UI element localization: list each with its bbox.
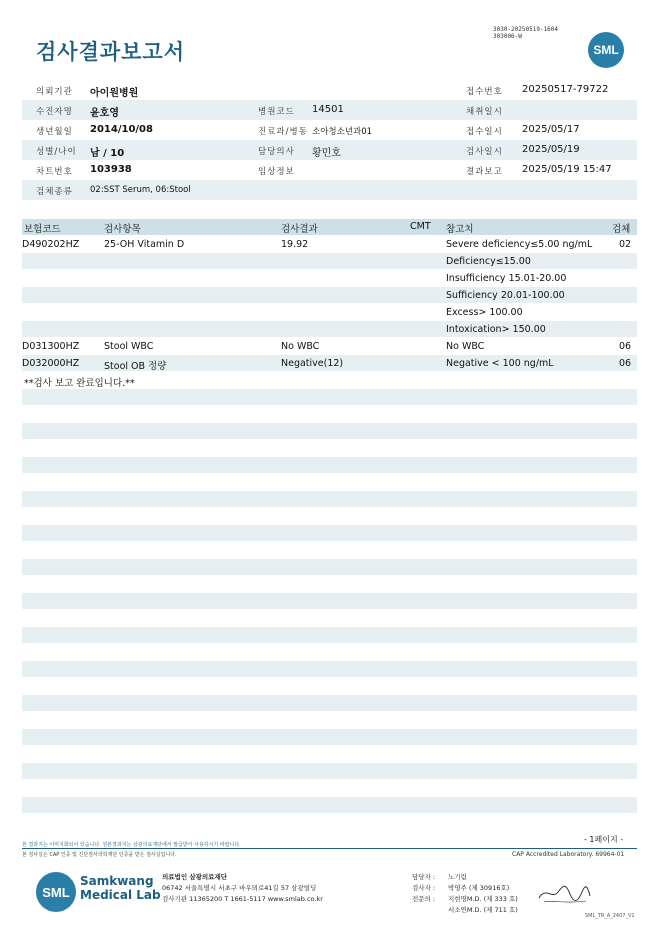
document-code-2: 303006-W [493,33,522,40]
cell-reference: No WBC [446,341,485,352]
label-department: 진료과/병동 [258,127,308,137]
form-code: SML_TR_A_2407_V1 [585,913,635,919]
cell-specimen: 06 [619,341,632,352]
patient-row [22,120,637,140]
label-specimen-type: 검체종류 [36,187,73,197]
brand-name-line2: Medical Lab [80,888,161,902]
header-cmt: CMT [410,221,431,232]
patient-row [22,100,637,120]
label-collection-date: 채취일시 [466,107,503,117]
table-row-band [22,661,637,677]
value-name: 윤호영 [90,108,119,119]
table-row-band [22,559,637,575]
cell-specimen: 02 [619,239,632,250]
value-department: 소아청소년과01 [312,127,373,137]
cell-result: 19.92 [281,239,309,250]
organization-contact: 검사기관 11365200 T 1661-5117 www.smlab.co.kr [162,895,323,903]
label-sex-age: 성별/나이 [36,147,77,157]
staff-name: 지현명M.D. (제 333 호) [448,895,518,903]
document-code [493,26,558,40]
staff-role: 검사자 : [412,884,436,892]
organization-name: 의료법인 삼광의료재단 [162,873,228,881]
staff-row [412,883,518,894]
value-report-date: 2025/05/19 15:47 [522,164,612,175]
label-test-date: 검사일시 [466,147,503,157]
staff-row [412,872,518,883]
staff-row [412,894,518,905]
value-receipt-date: 2025/05/17 [522,124,580,135]
header-insurance-code: 보험코드 [24,224,61,235]
cell-result: Negative(12) [281,358,344,369]
value-specimen-type: 02:SST Serum, 06:Stool [90,185,191,195]
cell-specimen: 06 [619,358,632,369]
staff-name: 노기림 [448,873,467,881]
cell-item: Stool OB 정량 [104,361,167,372]
table-row-band [22,423,637,439]
table-row-band [22,525,637,541]
table-row-band [22,491,637,507]
results-table-header [22,219,637,235]
cell-reference: Excess> 100.00 [446,307,523,318]
table-row-band [22,457,637,473]
value-hospital-code: 14501 [312,104,344,115]
staff-name: 서소연M.D. (제 711 호) [448,906,518,914]
organization-address: 06742 서울특별시 서초구 바우뫼로41길 57 삼광빌딩 [162,884,317,892]
label-dob: 생년월일 [36,127,73,137]
cell-reference: Deficiency≤15.00 [446,256,531,267]
value-receipt-no: 20250517-79722 [522,84,609,95]
footer-certification: 본 검사실은 CAP 인증 및 진단검사의학재단 인증을 받은 검사실입니다. [22,852,177,858]
label-hospital-code: 병원코드 [258,107,295,117]
patient-row [22,140,637,160]
cell-item: Stool WBC [104,341,154,352]
label-clinical-info: 임상정보 [258,167,295,177]
brand-name-line1: Samkwang [80,874,154,888]
value-doctor: 황민호 [312,148,341,159]
header-specimen: 검체 [612,224,631,235]
value-dob: 2014/10/08 [90,124,153,135]
staff-role: 전문의 : [412,895,436,903]
cell-reference: Sufficiency 20.01-100.00 [446,290,565,301]
label-referrer: 의뢰기관 [36,87,73,97]
label-chart-no: 차트번호 [36,167,73,177]
label-receipt-date: 접수일시 [466,127,503,137]
page-title: 검사결과보고서 [36,40,186,64]
table-row-band [22,729,637,745]
cell-reference: Insufficiency 15.01-20.00 [446,273,567,284]
value-sex-age: 남 / 10 [90,148,125,159]
staff-list [412,872,518,916]
cell-code: D490202HZ [22,239,80,250]
sml-footer-logo: SML [36,872,76,912]
header-result: 검사결과 [281,224,318,235]
cell-item: 25-OH Vitamin D [104,239,185,250]
cell-result: No WBC [281,341,320,352]
label-doctor: 담당의사 [258,147,295,157]
patient-row [22,80,637,100]
cell-code: D032000HZ [22,358,80,369]
table-row-band [22,253,637,269]
label-receipt-no: 접수번호 [466,87,503,97]
table-row-band [22,593,637,609]
label-name: 수진자명 [36,107,73,117]
table-row-band [22,389,637,405]
organization-info [162,872,323,905]
table-row-band [22,797,637,813]
sml-logo: SML [588,32,624,68]
page-number: - 1페이지 - [584,835,624,844]
cell-code: D031300HZ [22,341,80,352]
label-report-date: 결과보고 [466,167,503,177]
table-row-band [22,763,637,779]
value-referrer: 아이원병원 [90,88,139,99]
header-reference: 참고치 [446,224,474,235]
staff-row [412,905,518,916]
staff-name: 박영주 (제 30916호) [448,884,510,892]
cell-reference: Severe deficiency≤5.00 ng/mL [446,239,593,250]
header-test-item: 검사항목 [104,224,141,235]
patient-row [22,160,637,180]
report-complete-note: **검사 보고 완료입니다.** [24,378,135,389]
footer-divider [22,848,637,849]
footer-notice: 본 결과지는 이미지화되어 있습니다. 원본결과지는 삼광의료재단에서 발급받아 사용하시기 바랍니다. [22,842,241,848]
cell-reference: Negative < 100 ng/mL [446,358,554,369]
value-test-date: 2025/05/19 [522,144,580,155]
value-chart-no: 103938 [90,164,132,175]
cell-reference: Intoxication> 150.00 [446,324,546,335]
staff-role: 담당자 : [412,873,436,881]
table-row-band [22,627,637,643]
patient-row [22,180,637,200]
signature-image [536,880,592,908]
table-row-band [22,695,637,711]
document-code-1: 3030-20250519-1604 [493,26,559,33]
brand-name [80,874,161,902]
cap-accreditation: CAP Accredited Laboratory. 69964-01 [512,851,625,858]
